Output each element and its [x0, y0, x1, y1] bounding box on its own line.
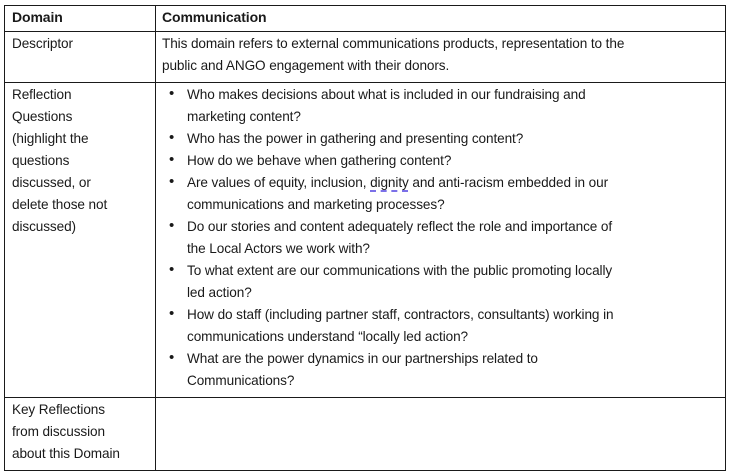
question-text: [187, 172, 721, 216]
question-text: [187, 216, 721, 260]
communication-header-cell: Communication: [156, 6, 726, 32]
question-list: [162, 84, 721, 392]
text-line: Key Reflections: [12, 402, 105, 417]
question-text: [187, 128, 721, 150]
table-row-descriptor: [5, 32, 726, 83]
question-item: [162, 84, 721, 128]
bullet-icon: •: [169, 151, 175, 168]
table-row-header: [5, 6, 726, 32]
table-row-reflection-questions: [5, 83, 726, 398]
text-line: marketing content?: [187, 109, 301, 124]
text-line: Reflection: [12, 87, 72, 102]
table-row-key-reflections: [5, 398, 726, 471]
document-page: [4, 5, 726, 471]
question-item: [162, 150, 721, 172]
text-line: communications and marketing processes?: [187, 197, 445, 212]
descriptor-text-cell: [156, 32, 726, 83]
descriptor-text: [162, 33, 721, 77]
bullet-icon: •: [169, 129, 175, 146]
text-line: Are values of equity, inclusion, dignity and anti-racism embedded in our: [187, 175, 609, 190]
reflection-questions-label-cell: [5, 83, 156, 398]
text-line: Questions: [12, 109, 73, 124]
bullet-icon: •: [169, 217, 175, 234]
text-line: Do our stories and content adequately reflect the role and importance of: [187, 219, 613, 234]
domain-table: [4, 5, 726, 471]
text-line: Who makes decisions about what is included in our fundraising and: [187, 87, 586, 102]
text-line: What are the power dynamics in our partnerships related to: [187, 351, 538, 366]
question-text: [187, 260, 721, 304]
text-line: (highlight the: [12, 131, 89, 146]
text-line: delete those not: [12, 197, 108, 212]
text-line: Communications?: [187, 373, 295, 388]
text-line: To what extent are our communications with the public promoting locally: [187, 263, 613, 278]
question-text: [187, 150, 721, 172]
key-reflections-label-cell: [5, 398, 156, 471]
key-reflections-label: [12, 399, 151, 465]
question-item: [162, 260, 721, 304]
key-reflections-content-cell: [156, 398, 726, 471]
text-line: led action?: [187, 285, 252, 300]
question-item: [162, 128, 721, 150]
text-line: How do we behave when gathering content?: [187, 153, 452, 168]
text-line: about this Domain: [12, 446, 120, 461]
bullet-icon: •: [169, 349, 175, 366]
question-item: [162, 304, 721, 348]
question-text: [187, 348, 721, 392]
descriptor-label-cell: Descriptor: [5, 32, 156, 83]
spellcheck-marked-word: dignity: [370, 175, 409, 190]
question-item: [162, 348, 721, 392]
text-line: discussed): [12, 219, 76, 234]
bullet-icon: •: [169, 173, 175, 190]
text-line: questions: [12, 153, 70, 168]
text-line: the Local Actors we work with?: [187, 241, 370, 256]
text-line: Who has the power in gathering and presenting content?: [187, 131, 524, 146]
text-line: discussed, or: [12, 175, 91, 190]
text-line: This domain refers to external communications products, representation to the: [162, 36, 625, 51]
bullet-icon: •: [169, 85, 175, 102]
domain-header-cell: Domain: [5, 6, 156, 32]
text-line: from discussion: [12, 424, 105, 439]
question-text: [187, 84, 721, 128]
question-text: [187, 304, 721, 348]
text-line: How do staff (including partner staff, contractors, consultants) working in: [187, 307, 614, 322]
reflection-questions-label: [12, 84, 151, 238]
reflection-questions-cell: [156, 83, 726, 398]
bullet-icon: •: [169, 261, 175, 278]
bullet-icon: •: [169, 305, 175, 322]
question-item: [162, 172, 721, 216]
question-item: [162, 216, 721, 260]
text-line: communications understand “locally led action?: [187, 329, 469, 344]
text-line: public and ANGO engagement with their donors.: [162, 58, 450, 73]
